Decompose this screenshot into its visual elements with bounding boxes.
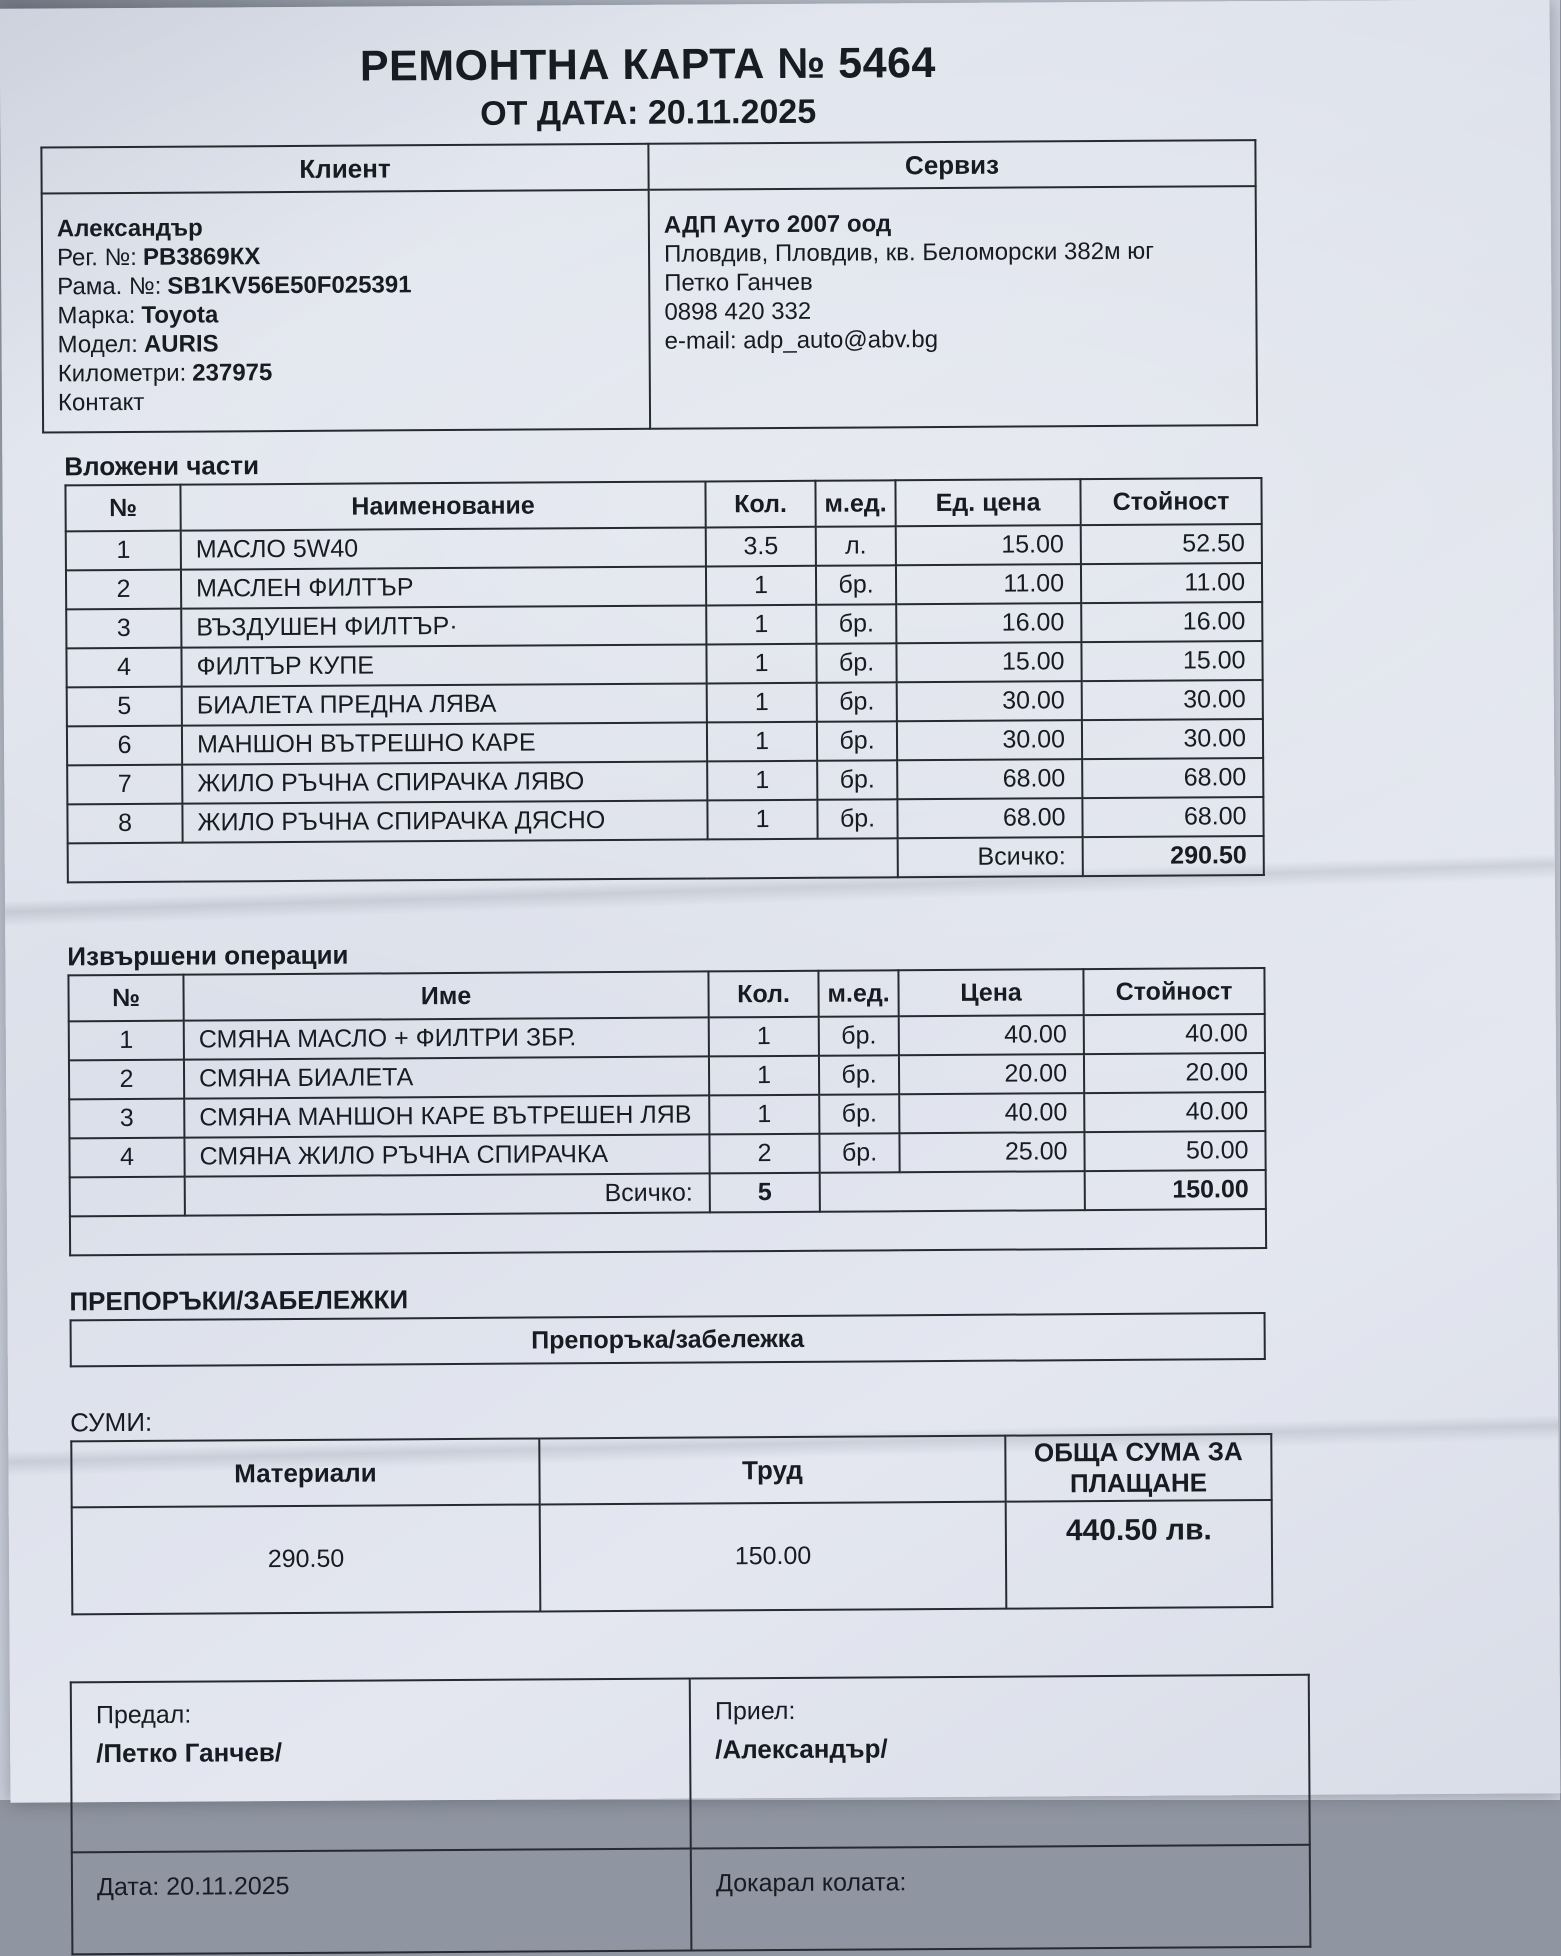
table-row: 2 МАСЛЕН ФИЛТЪР 1 бр. 11.00 11.00 [66,563,1262,609]
date-cell: Дата: 20.11.2025 [72,1849,692,1955]
service-phone: 0898 420 332 [664,297,812,326]
brought-car-cell: Докарал колата: [691,1845,1311,1951]
notes-section-label: ПРЕПОРЪКИ/ЗАБЕЛЕЖКИ [69,1284,409,1317]
received-cell [690,1675,1310,1849]
client-reg-line [57,240,634,273]
parts-total-label: Всичко: [898,837,1083,877]
operations-total-value: 150.00 [1085,1170,1266,1210]
col-header-total: Стойност [1080,478,1261,525]
notes-box [70,1312,1266,1367]
parts-section [64,442,1555,883]
table-row: 1 СМЯНА МАСЛО + ФИЛТРИ ЗБР. 1 бр. 40.00 40.00 [69,1014,1265,1060]
sums-header-row [71,1434,1271,1507]
operations-total-empty [820,1171,1085,1212]
received-label: Приел: [714,1696,796,1726]
handed-name: /Петко Ганчев/ [96,1737,283,1769]
client-service-table [40,139,1258,433]
parts-total-value: 290.50 [1083,836,1264,876]
client-name: Александър [56,214,203,243]
table-row: 3 СМЯНА МАНШОН КАРЕ ВЪТРЕШЕН ЛЯВ 1 бр. 40.00 40.00 [69,1092,1265,1138]
sums-table [70,1433,1273,1615]
parts-section-label: Вложени части [64,450,260,482]
parts-total-spacer [68,838,898,882]
sums-materials-value: 290.50 [72,1504,541,1614]
col-header-name: Име [183,971,708,1020]
operations-footer-strip [70,1209,1266,1255]
operations-section-label: Извършени операции [67,939,349,972]
service-company: АДП Ауто 2007 оод [663,210,892,239]
client-km-line [58,356,635,389]
client-model-value: AURIS [143,330,219,358]
client-frame-label: Рама. №: [57,272,162,301]
table-row: 7 ЖИЛО РЪЧНА СПИРАЧКА ЛЯВО 1 бр. 68.00 68.00 [67,758,1263,804]
sums-labor-value: 150.00 [540,1502,1007,1612]
client-km-label: Километри: [57,359,187,388]
service-address: Пловдив, Пловдив, кв. Беломорски 382м юг [663,237,1155,268]
parts-table [64,477,1264,883]
signatures-table [70,1674,1312,1956]
col-header-unit: м.ед. [818,970,898,1016]
operations-total-spacer [70,1177,185,1217]
parts-total-row [68,836,1264,882]
service-person: Петко Ганчев [664,268,813,297]
operations-table [67,967,1267,1256]
signature-row [71,1675,1310,1853]
col-header-no: № [65,485,180,532]
parts-header-row [65,478,1261,531]
sums-value-row [72,1500,1273,1614]
col-header-total: Стойност [1083,968,1264,1015]
client-reg-label: Рег. №: [56,243,138,272]
client-contact-label: Контакт [57,388,145,417]
table-row: 6 МАНШОН ВЪТРЕШНО КАРЕ 1 бр. 30.00 30.00 [67,719,1263,765]
received-name: /Александър/ [715,1733,888,1765]
table-row: 5 БИАЛЕТА ПРЕДНА ЛЯВА 1 бр. 30.00 30.00 [67,680,1263,726]
client-section-header: Клиент [41,144,648,194]
notes-section [69,1277,1557,1367]
sums-section [70,1398,1559,1615]
col-header-name: Наименование [180,481,705,530]
table-row: 2 СМЯНА БИАЛЕТА 1 бр. 20.00 20.00 [69,1053,1265,1099]
client-make-line [57,298,634,331]
service-section-header: Сервиз [648,140,1255,190]
service-info-cell [649,186,1257,429]
col-header-no: № [68,975,183,1022]
date-row [72,1845,1311,1955]
sums-header-labor: Труд [539,1436,1005,1505]
client-km-value: 237975 [192,359,273,387]
document-title: РЕМОНТНА КАРТА № 5464 [359,39,937,91]
col-header-unit: м.ед. [815,480,895,526]
table-row: 1 МАСЛО 5W40 3.5 л. 15.00 52.50 [66,524,1262,570]
sums-section-label: СУМИ: [70,1406,153,1438]
table-row: 3 ВЪЗДУШЕН ФИЛТЪР· 1 бр. 16.00 16.00 [66,602,1262,648]
document-date-title: ОТ ДАТА: 20.11.2025 [480,92,817,133]
notes-box-label: Препоръка/забележка [71,1313,1265,1366]
operations-total-label: Всичко: [185,1173,710,1215]
operations-header-row [68,968,1264,1021]
client-make-value: Toyota [141,301,219,329]
col-header-qty: Кол. [705,481,815,528]
client-model-line [58,327,635,360]
client-frame-line [57,269,634,302]
sums-header-grand: ОБЩА СУМА ЗА ПЛАЩАНЕ [1005,1434,1271,1502]
col-header-price: Ед. цена [895,479,1080,526]
service-email: e-mail: adp_auto@abv.bg [664,326,939,355]
table-row: 8 ЖИЛО РЪЧНА СПИРАЧКА ДЯСНО 1 бр. 68.00 68.00 [67,797,1263,843]
sums-grand-total-value: 440.50 лв. [1006,1500,1273,1609]
col-header-price: Цена [898,969,1083,1016]
col-header-qty: Кол. [708,971,818,1018]
client-model-label: Модел: [57,330,138,359]
client-make-label: Марка: [57,301,136,330]
table-row: 4 СМЯНА ЖИЛО РЪЧНА СПИРАЧКА 2 бр. 25.00 50.00 [69,1131,1265,1177]
client-frame-value: SB1KV56E50F025391 [167,271,412,300]
handed-label: Предал: [95,1700,192,1730]
handed-cell [71,1679,691,1853]
table-row: 4 ФИЛТЪР КУПЕ 1 бр. 15.00 15.00 [66,641,1262,687]
sums-header-materials: Материали [71,1438,539,1507]
operations-total-qty: 5 [710,1173,820,1213]
client-reg-value: РВ3869КХ [142,243,261,271]
client-info-cell [42,190,650,433]
operations-section [67,932,1557,1256]
